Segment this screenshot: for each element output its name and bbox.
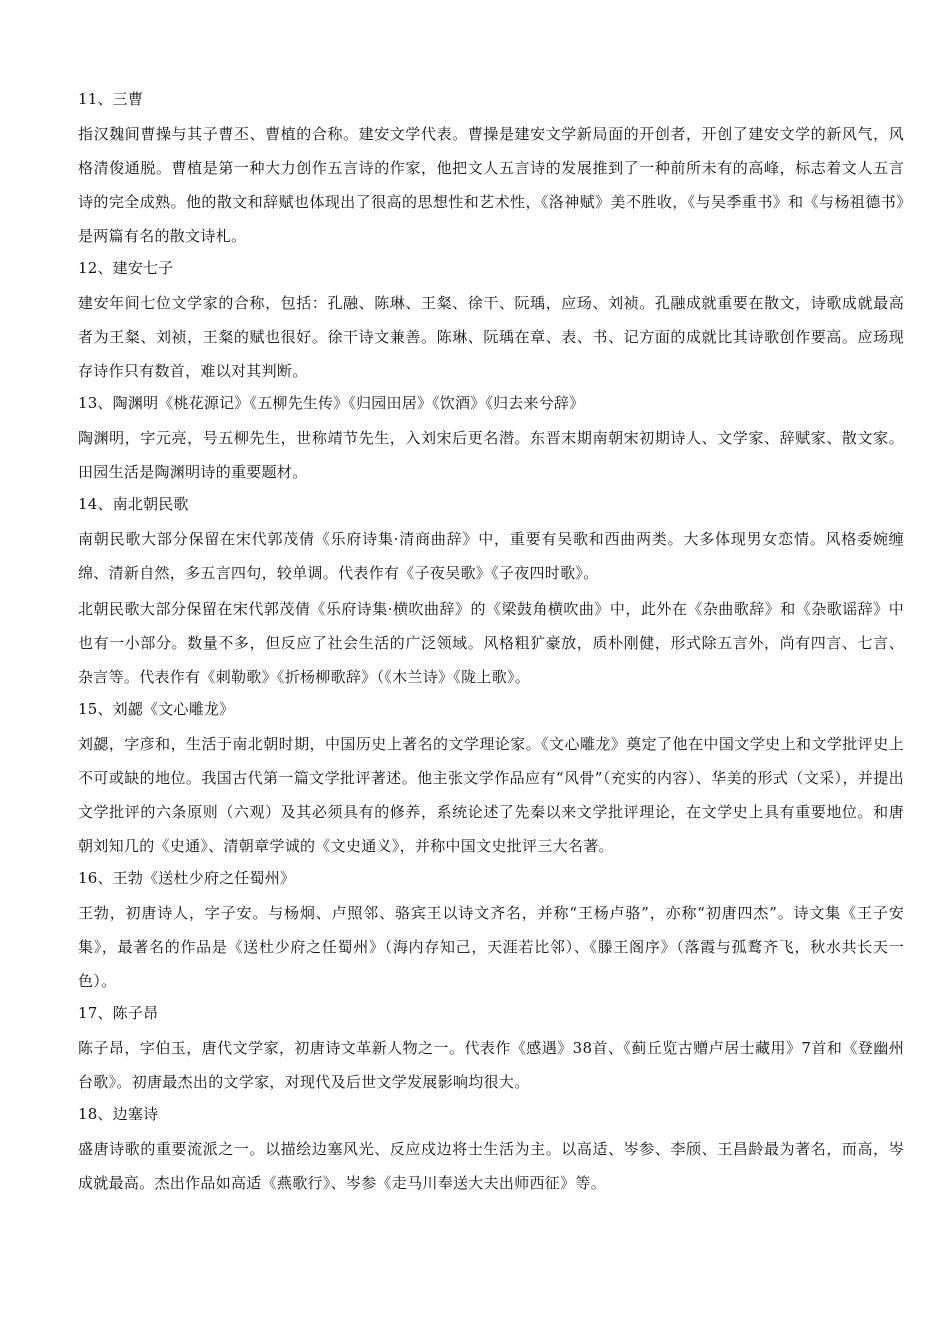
section-heading: 11、三曹 [78,90,144,108]
section-11 [78,86,904,253]
section-12 [78,255,904,388]
section-paragraph: 王勃，初唐诗人，字子安。与杨炯、卢照邻、骆宾王以诗文齐名，并称“王杨卢骆”，亦称“初唐四杰”。诗文集《王子安集》，最著名的作品是《送杜少府之任蜀州》（海内存知己，天涯若比邻）、《滕王阁序》（落霞与孤鹜齐飞，秋水共长天一色）。 [78,904,904,990]
section-heading: 16、王勃《送杜少府之任蜀州》 [78,869,296,887]
section-paragraph: 陶渊明，字元亮，号五柳先生，世称靖节先生，入刘宋后更名潜。东晋末期南朝宋初期诗人、文学家、辞赋家、散文家。田园生活是陶渊明诗的重要题材。 [78,429,904,481]
section-paragraph: 陈子昂，字伯玉，唐代文学家，初唐诗文革新人物之一。代表作《感遇》38首、《蓟丘览古赠卢居士藏用》7首和《登幽州台歌》。初唐最杰出的文学家，对现代及后世文学发展影响均很大。 [78,1039,904,1091]
section-13 [78,390,904,489]
section-paragraph: 北朝民歌大部分保留在宋代郭茂倩《乐府诗集·横吹曲辞》的《梁鼓角横吹曲》中，此外在《杂曲歌辞》和《杂歌谣辞》中也有一小部分。数量不多，但反应了社会生活的广泛领域。风格粗犷豪放，质朴刚健，形式除五言外，尚有四言、七言、杂言等。代表作有《刺勒歌》《折杨柳歌辞》（《木兰诗》《陇上歌》。 [78,600,904,686]
section-17 [78,1000,904,1099]
section-14 [78,491,904,694]
section-18 [78,1101,904,1200]
section-heading: 15、刘勰《文心雕龙》 [78,700,235,718]
section-paragraph: 盛唐诗歌的重要流派之一。以描绘边塞风光、反应戍边将士生活为主。以高适、岑参、李颀、王昌龄最为著名，而高，岑成就最高。杰出作品如高适《燕歌行》、岑参《走马川奉送大夫出师西征》等。 [78,1140,904,1192]
section-paragraph: 刘勰，字彦和，生活于南北朝时期，中国历史上著名的文学理论家。《文心雕龙》奠定了他在中国文学史上和文学批评史上不可或缺的地位。我国古代第一篇文学批评著述。他主张文学作品应有“风骨”（充实的内容）、华美的形式（文采），并提出文学批评的六条原则（六观）及其必须具有的修养，系统论述了先秦以来文学批评理论，在文学史上具有重要地位。和唐朝刘知几的《史通》、清朝章学诚的《文史通义》，并称中国文史批评三大名著。 [78,735,904,855]
section-heading: 13、陶渊明《桃花源记》《五柳先生传》《归园田居》《饮酒》《归去来兮辞》 [78,394,585,412]
section-16 [78,865,904,998]
section-paragraph: 南朝民歌大部分保留在宋代郭茂倩《乐府诗集·清商曲辞》中，重要有吴歌和西曲两类。大多体现男女恋情。风格委婉缠绵、清新自然，多五言四句，较单调。代表作有《子夜吴歌》《子夜四时歌》。 [78,530,904,582]
section-heading: 18、边塞诗 [78,1105,159,1123]
section-heading: 14、南北朝民歌 [78,495,189,513]
section-15 [78,696,904,863]
section-paragraph: 指汉魏间曹操与其子曹丕、曹植的合称。建安文学代表。曹操是建安文学新局面的开创者，开创了建安文学的新风气，风格清俊通脱。曹植是第一种大力创作五言诗的作家，他把文人五言诗的发展推到了一种前所未有的高峰，标志着文人五言诗的完全成熟。他的散文和辞赋也体现出了很高的思想性和艺术性，《洛神赋》美不胜收，《与吴季重书》和《与杨祖德书》是两篇有名的散文诗札。 [78,125,904,245]
document-body [78,86,904,1202]
section-paragraph: 建安年间七位文学家的合称，包括：孔融、陈琳、王粲、徐干、阮瑀，应玚、刘祯。孔融成就重要在散文，诗歌成就最高者为王粲、刘祯，王粲的赋也很好。徐干诗文兼善。陈琳、阮瑀在章、表、书、记方面的成就比其诗歌创作要高。应玚现存诗作只有数首，难以对其判断。 [78,294,904,380]
section-heading: 12、建安七子 [78,259,174,277]
section-heading: 17、陈子昂 [78,1004,159,1022]
